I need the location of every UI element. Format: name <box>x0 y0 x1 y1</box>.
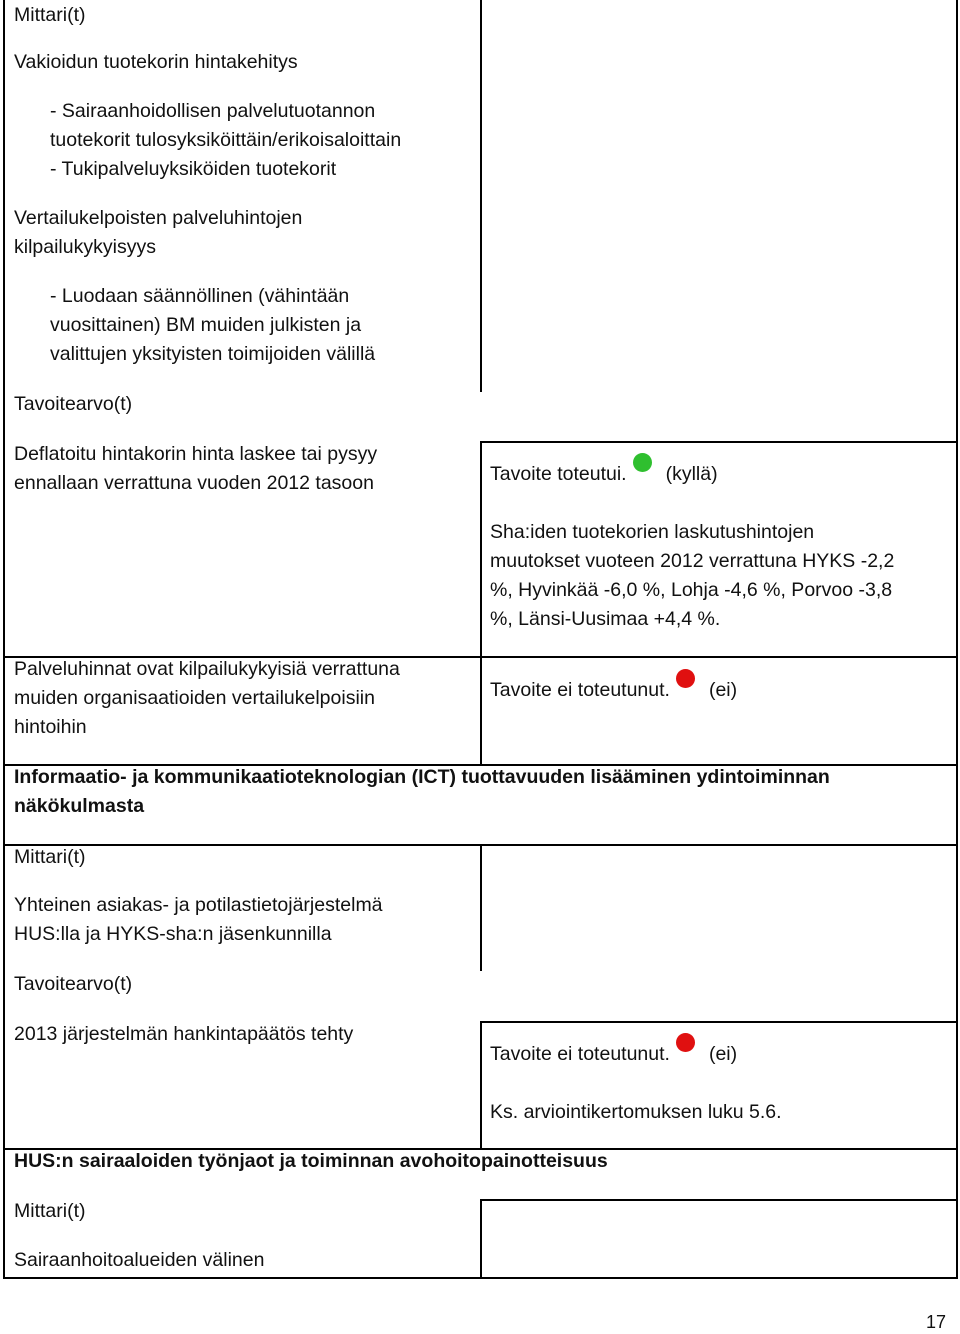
result-flag: (ei) <box>708 1043 738 1065</box>
row-divider-ict-mittari <box>3 844 958 846</box>
mittari-title: Vakioidun tuotekorin hintakehitys <box>14 51 298 73</box>
tavoitearvo-label: Tavoitearvo(t) <box>14 973 133 995</box>
mittari-item: tuotekorit tulosyksiköittäin/erikoisaloittain <box>50 129 402 151</box>
result-1-detail: %, Länsi-Uusimaa +4,4 %. <box>490 608 721 630</box>
mittari-item: - Sairaanhoidollisen palvelutuotannon <box>50 100 376 122</box>
column-divider-mid <box>480 441 482 764</box>
mittari-label: Mittari(t) <box>14 1200 86 1222</box>
result-2-status <box>490 676 737 705</box>
target-1: Deflatoitu hintakorin hinta laskee tai pysyy <box>14 443 378 465</box>
mittari-label: Mittari(t) <box>14 4 86 26</box>
result-status-text: Tavoite ei toteutunut. <box>490 679 670 701</box>
result-1-detail: %, Hyvinkää -6,0 %, Lohja -4,6 %, Porvoo -3,8 <box>490 579 893 601</box>
red-status-dot-icon <box>676 1033 695 1052</box>
mittari-ict: Yhteinen asiakas- ja potilastietojärjestelmä <box>14 894 383 916</box>
target-2: hintoihin <box>14 716 87 738</box>
column-divider-bottom <box>480 1199 482 1279</box>
target-2: Palveluhinnat ovat kilpailukykyisiä verrattuna <box>14 658 400 680</box>
mittari-title-2: Vertailukelpoisten palveluhintojen <box>14 207 303 229</box>
result-1-detail: muutokset vuoteen 2012 verrattuna HYKS -2,2 <box>490 550 895 572</box>
red-status-dot-icon <box>676 669 695 688</box>
section-heading-hus: HUS:n sairaaloiden työnjaot ja toiminnan avohoitopainotteisuus <box>14 1150 608 1172</box>
section-heading-ict: Informaatio- ja kommunikaatioteknologian (ICT) tuottavuuden lisääminen ydintoiminnan <box>14 766 830 788</box>
border-outer-left <box>3 0 5 1279</box>
result-status-text: Tavoite toteutui. <box>490 463 627 485</box>
tavoitearvo-label: Tavoitearvo(t) <box>14 393 133 415</box>
result-1-status <box>490 460 718 489</box>
mittari-hus: Sairaanhoitoalueiden välinen <box>14 1249 265 1271</box>
mittari-ict: HUS:lla ja HYKS-sha:n jäsenkunnilla <box>14 923 332 945</box>
column-divider-ict <box>480 845 482 971</box>
target-2: muiden organisaatioiden vertailukelpoisiin <box>14 687 375 709</box>
mittari-item: - Tukipalveluyksiköiden tuotekorit <box>50 158 337 180</box>
mittari-label: Mittari(t) <box>14 846 86 868</box>
target-1: ennallaan verrattuna vuoden 2012 tasoon <box>14 472 374 494</box>
mittari-item-2: valittujen yksityisten toimijoiden välillä <box>50 343 376 365</box>
column-divider-ict-target <box>480 1021 482 1149</box>
row-divider-section3-mittari <box>480 1199 958 1201</box>
result-ict-note: Ks. arviointikertomuksen luku 5.6. <box>490 1101 782 1123</box>
result-flag: (ei) <box>708 679 738 701</box>
mittari-item-2: - Luodaan säännöllinen (vähintään <box>50 285 350 307</box>
section-heading-ict: näkökulmasta <box>14 795 145 817</box>
mittari-item-2: vuosittainen) BM muiden julkisten ja <box>50 314 362 336</box>
target-ict: 2013 järjestelmän hankintapäätös tehty <box>14 1023 354 1045</box>
result-ict-status <box>490 1040 737 1069</box>
page-number: 17 <box>925 1312 946 1332</box>
green-status-dot-icon <box>633 453 652 472</box>
result-status-text: Tavoite ei toteutunut. <box>490 1043 670 1065</box>
mittari-title-2: kilpailukykyisyys <box>14 236 156 258</box>
border-outer-right <box>956 0 958 1279</box>
column-divider-top <box>480 0 482 392</box>
result-1-detail: Sha:iden tuotekorien laskutushintojen <box>490 521 815 543</box>
row-divider-ict-target <box>480 1021 958 1023</box>
row-divider-target1 <box>480 441 958 443</box>
result-flag: (kyllä) <box>665 463 718 485</box>
